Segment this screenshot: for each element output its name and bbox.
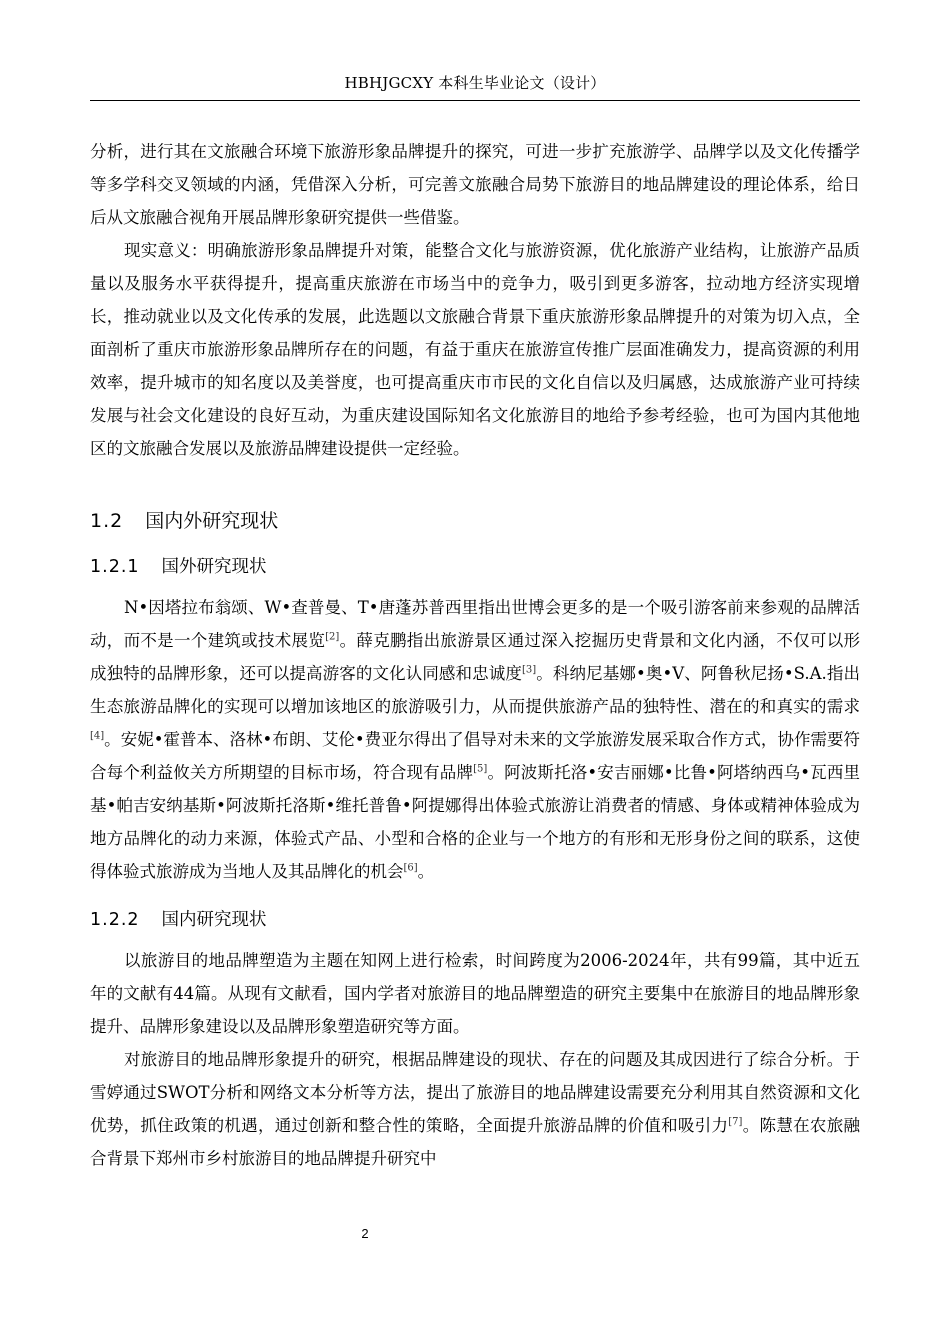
paragraph-theoretical-significance-continued: 分析，进行其在文旅融合环境下旅游形象品牌提升的探究，可进一步扩充旅游学、品牌学以及文化传播学等多学科交叉领域的内涵，凭借深入分析，可完善文旅融合局势下旅游目的地品牌建设的理论体系，给日后从文旅融合视角开展品牌形象研究提供一些借鉴。 [90, 142, 860, 227]
text-segment: 。安妮•霍普本、洛林•布朗、艾伦•费亚尔得出了倡导对未来的文学旅游发展采取合作方式，协作需要符合每个利益攸关方所期望的目标市场，符合现有品牌 [90, 730, 860, 782]
citation-ref: [7] [728, 1116, 743, 1128]
paragraph-practical-significance: 现实意义：明确旅游形象品牌提升对策，能整合文化与旅游资源，优化旅游产业结构，让旅游产品质量以及服务水平获得提升，提高重庆旅游在市场当中的竞争力，吸引到更多游客，拉动地方经济实现增长，推动就业以及文化传承的发展，此选题以文旅融合背景下重庆旅游形象品牌提升的对策为切入点，全面剖析了重庆市旅游形象品牌所存在的问题，有益于重庆在旅游宣传推广层面准确发力，提高资源的利用效率，提升城市的知名度以及美誉度，也可提高重庆市市民的文化自信以及归属感，达成旅游产业可持续发展与社会文化建设的良好互动，为重庆建设国际知名文化旅游目的地给予参考经验，也可为国内其他地区的文旅融合发展以及旅游品牌建设提供一定经验。 [90, 241, 860, 458]
text-segment: 对旅游目的地品牌形象提升的研究，根据品牌建设的现状、存在的问题及其成因进行了综合分析。于雪婷通过SWOT分析和网络文本分析等方法，提出了旅游目的地品牌建设需要充分利用其自然资源和文化优势，抓住政策的机遇，通过创新和整合性的策略，全面提升旅游品牌的价值和吸引力 [90, 1050, 860, 1135]
page-number: 2 [361, 1226, 369, 1241]
text-segment: 。科纳尼基娜•奥•V、阿鲁秋尼扬•S.A.指出生态旅游品牌化的实现可以增加该地区的旅游吸引力，从而提供旅游产品的独特性、潜在的和真实的需求 [90, 664, 861, 716]
citation-ref: [3] [522, 664, 537, 676]
text-segment: 。阿波斯托洛•安吉丽娜•比鲁•阿塔纳西乌•瓦西里基•帕吉安纳基斯•阿波斯托洛斯•维托普鲁•阿提娜得出体验式旅游让消费者的情感、身体或精神体验成为地方品牌化的动力来源，体验式产品、小型和合格的企业与一个地方的有形和无形身份之间的联系，这使得体验式旅游成为当地人及其品牌化的机会 [90, 763, 861, 881]
page-body [90, 135, 860, 1175]
text-segment: 。陈慧在农旅融合背景下郑州市乡村旅游目的地品牌提升研究中 [90, 1116, 861, 1168]
paragraph-domestic-brand-image [90, 1043, 860, 1175]
citation-ref: [5] [473, 763, 488, 775]
subsection-number: 1.2.2 [90, 910, 140, 930]
subsection-title: 国外研究现状 [161, 557, 267, 577]
paragraph-domestic-search: 以旅游目的地品牌塑造为主题在知网上进行检索，时间跨度为2006-2024年，共有99篇，其中近五年的文献有44篇。从现有文献看，国内学者对旅游目的地品牌塑造的研究主要集中在旅游目的地品牌形象提升、品牌形象建设以及品牌形象塑造研究等方面。 [90, 951, 860, 1036]
section-heading-1-2 [90, 507, 860, 535]
subsection-title: 国内研究现状 [161, 910, 267, 930]
citation-ref: [4] [90, 730, 105, 742]
subsection-heading-1-2-2 [90, 906, 860, 934]
section-number: 1.2 [90, 510, 124, 532]
section-title: 国内外研究现状 [145, 510, 279, 532]
header-divider [90, 100, 860, 101]
subsection-number: 1.2.1 [90, 557, 140, 577]
citation-ref: [6] [403, 862, 418, 874]
subsection-heading-1-2-1 [90, 553, 860, 581]
paragraph-foreign-research [90, 591, 860, 888]
text-segment: N•因塔拉布翁颂、W•查普曼、T•唐蓬苏普西里指出世博会更多的是一个吸引游客前来参观的品牌活动，而不是一个建筑或技术展览 [90, 598, 860, 650]
running-header: HBHJGCXY 本科生毕业论文（设计） [344, 74, 606, 92]
citation-ref: [2] [325, 631, 340, 643]
text-segment: 。 [417, 862, 435, 881]
text-segment: 。薛克鹏指出旅游景区通过深入挖掘历史背景和文化内涵，不仅可以形成独特的品牌形象，还可以提高游客的文化认同感和忠诚度 [90, 631, 861, 683]
